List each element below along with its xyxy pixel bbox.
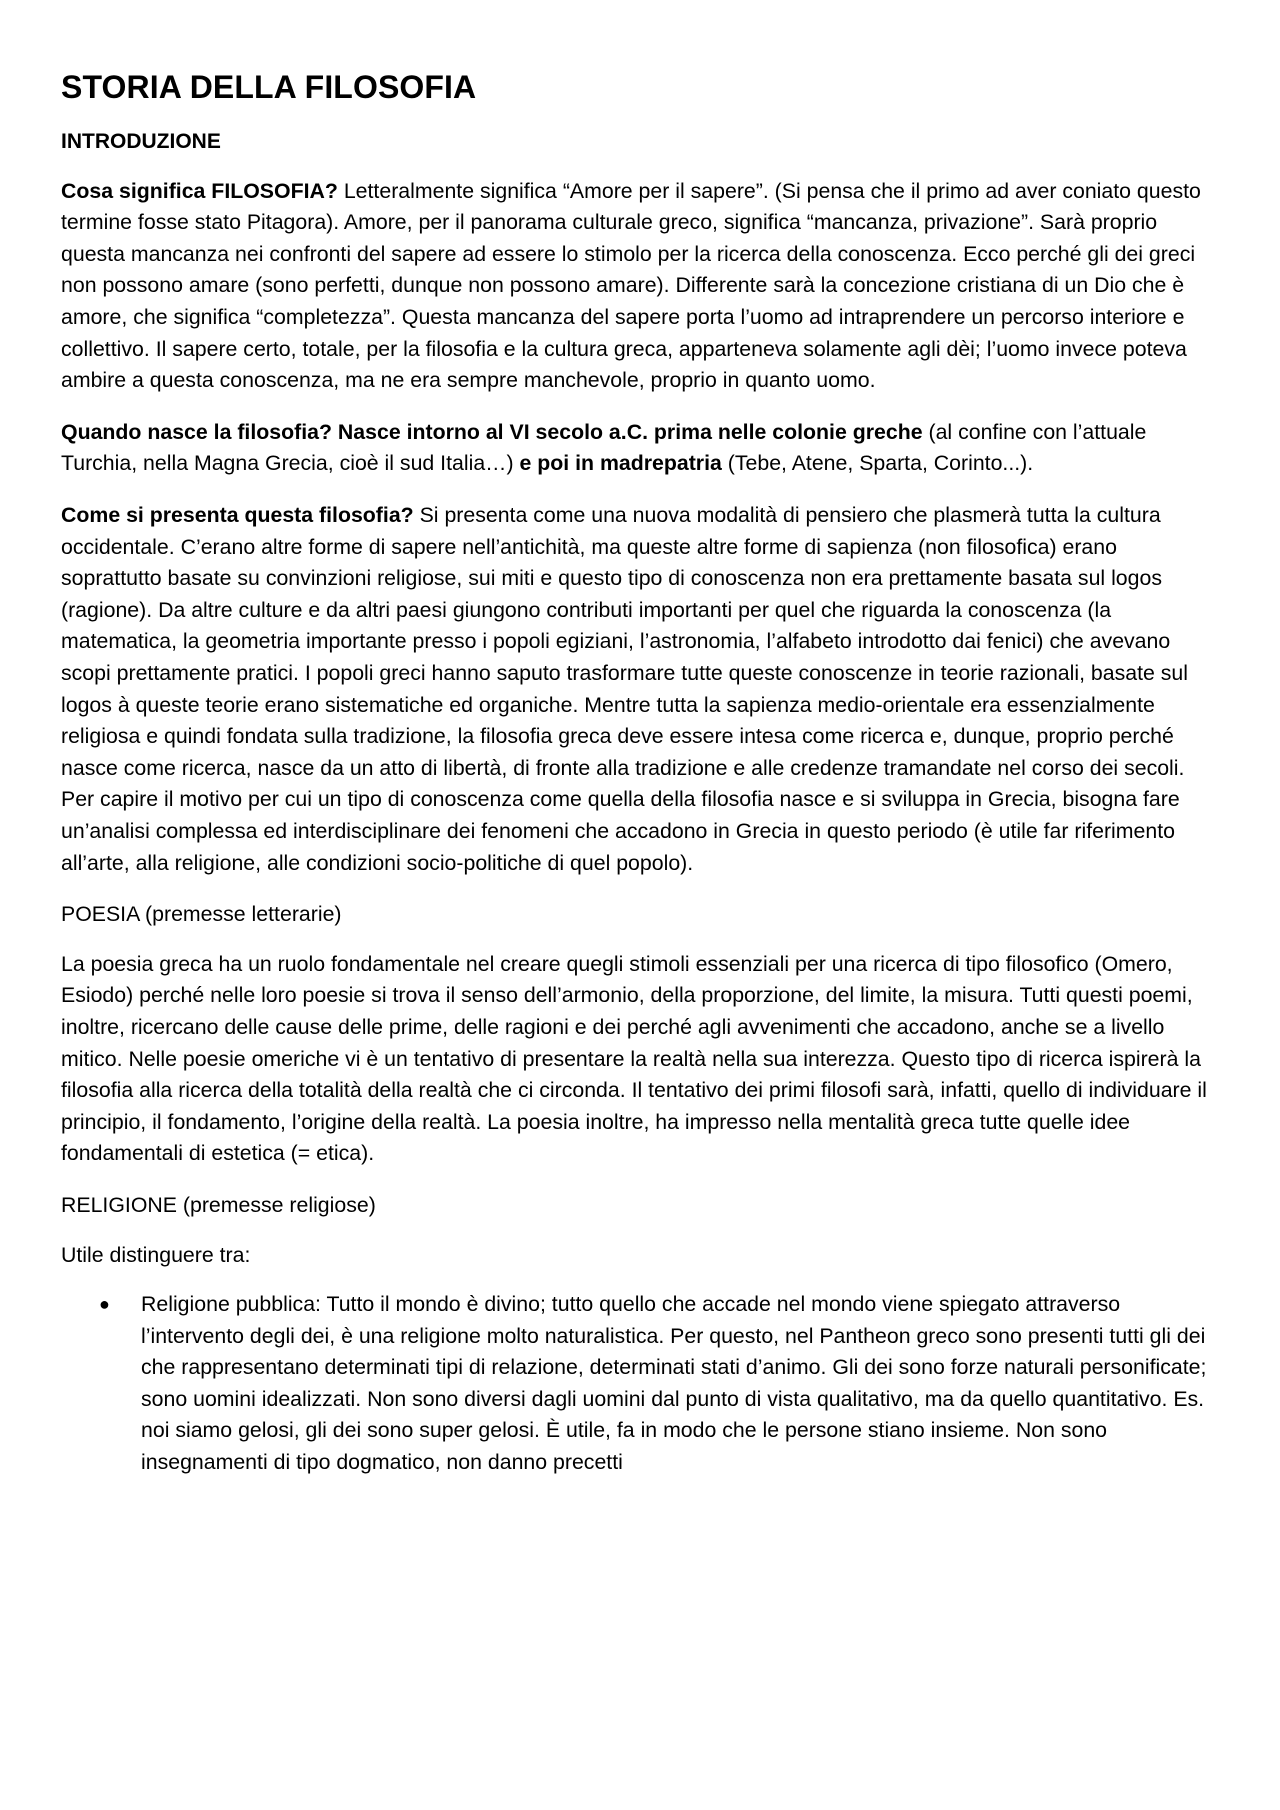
question-presentation: Come si presenta questa filosofia? bbox=[61, 503, 414, 528]
paragraph-presentation bbox=[61, 500, 1221, 879]
list-item-text: Religione pubblica: Tutto il mondo è divino; tutto quello che accade nel mondo viene spiegato attraverso l’intervento degli dei, è una religione molto naturalistica. Per questo, nel Pantheon greco sono presenti tutti gli dei che rappresentano determinati tipi di relazione, determinati stati d’animo. Gli dei sono forze naturali personificate; sono uomini idealizzati. Non sono diversi dagli uomini dal punto di vista qualitativo, ma da quello quantitativo. Es. noi siamo gelosi, gli dei sono super gelosi. È utile, fa in modo che le persone stiano insieme. Non sono insegnamenti di tipo dogmatico, non danno precetti bbox=[141, 1292, 1207, 1475]
intro-heading: INTRODUZIONE bbox=[61, 130, 221, 154]
document-page bbox=[61, 68, 1221, 1479]
bullet-icon: ● bbox=[99, 1294, 110, 1315]
religion-list bbox=[61, 1289, 1221, 1479]
paragraph-origin bbox=[61, 417, 1221, 480]
origin-text-1: (al confine con l’attuale Turchia, nella Magna Grecia, cioè il sud Italia…) bbox=[61, 419, 1147, 476]
religione-heading: RELIGIONE (premesse religiose) bbox=[61, 1192, 376, 1217]
paragraph-meaning bbox=[61, 176, 1221, 397]
poesia-heading: POESIA (premesse letterarie) bbox=[61, 902, 342, 927]
paragraph-meaning-text: Letteralmente significa “Amore per il sapere”. (Si pensa che il primo ad aver coniato questo termine fosse stato Pitagora). Amore, per il panorama culturale greco, significa “mancanza, privazione”. Sarà proprio questa mancanza nei confronti del sapere ad essere lo stimolo per la ricerca della conoscenza. Ecco perché gli dei greci non possono amare (sono perfetti, dunque non possono amare). Differente sarà la concezione cristiana di un Dio che è amore, che significa “completezza”. Questa mancanza del sapere porta l’uomo ad intraprendere un percorso interiore e collettivo. Il sapere certo, totale, per la filosofia e la cultura greca, apparteneva solamente agli dèi; l’uomo invece poteva ambire a questa conoscenza, ma ne era sempre manchevole, proprio in quanto uomo. bbox=[61, 178, 1201, 393]
paragraph-poesia: La poesia greca ha un ruolo fondamentale nel creare quegli stimoli essenziali per una ricerca di tipo filosofico (Omero, Esiodo) perché nelle loro poesie si trova il senso dell’armonio, della proporzione, del limite, la misura. Tutti questi poemi, inoltre, ricercano delle cause delle prime, delle ragioni e dei perché agli avvenimenti che accadono, anche se a livello mitico. Nelle poesie omeriche vi è un tentativo di presentare la realtà nella sua interezza. Questo tipo di ricerca ispirerà la filosofia alla ricerca della totalità della realtà che ci circonda. Il tentativo dei primi filosofi sarà, infatti, quello di individuare il principio, il fondamento, l’origine della realtà. La poesia inoltre, ha impresso nella mentalità greca tutte quelle idee fondamentali di estetica (= etica). bbox=[61, 951, 1207, 1166]
document-title: STORIA DELLA FILOSOFIA bbox=[61, 69, 477, 105]
list-item bbox=[99, 1289, 1221, 1479]
question-meaning: Cosa significa FILOSOFIA? bbox=[61, 178, 338, 203]
distinguish-label: Utile distinguere tra: bbox=[61, 1242, 251, 1267]
paragraph-presentation-text: Si presenta come una nuova modalità di pensiero che plasmerà tutta la cultura occidentale. C’erano altre forme di sapere nell’antichità, ma queste altre forme di sapienza (non filosofica) erano soprattutto basate su convinzioni religiose, sui miti e questo tipo di conoscenza non era prettamente basata sul logos (ragione). Da altre culture e da altri paesi giungono contributi importanti per quel che riguarda la conoscenza (la matematica, la geometria importante presso i popoli egiziani, l’astronomia, l’alfabeto introdotto dai fenici) che avevano scopi prettamente pratici. I popoli greci hanno saputo trasformare tutte queste conoscenze in teorie razionali, basate sul logos à queste teorie erano sistematiche ed organiche. Mentre tutta la sapienza medio-orientale era essenzialmente religiosa e quindi fondata sulla tradizione, la filosofia greca deve essere intesa come ricerca e, dunque, proprio perché nasce come ricerca, nasce da un atto di libertà, di fronte alla tradizione e alle credenze tramandate nel corso dei secoli. Per capire il motivo per cui un tipo di conoscenza come quella della filosofia nasce e si sviluppa in Grecia, bisogna fare un’analisi complessa ed interdisciplinare dei fenomeni che accadono in Grecia in questo periodo (è utile far riferimento all’arte, alla religione, alle condizioni socio-politiche di quel popolo). bbox=[61, 503, 1189, 875]
origin-bold-2: e poi in madrepatria bbox=[519, 451, 722, 476]
question-origin: Quando nasce la filosofia? Nasce intorno al VI secolo a.C. prima nelle colonie greche bbox=[61, 419, 923, 444]
origin-text-2: (Tebe, Atene, Sparta, Corinto...). bbox=[721, 451, 1034, 476]
